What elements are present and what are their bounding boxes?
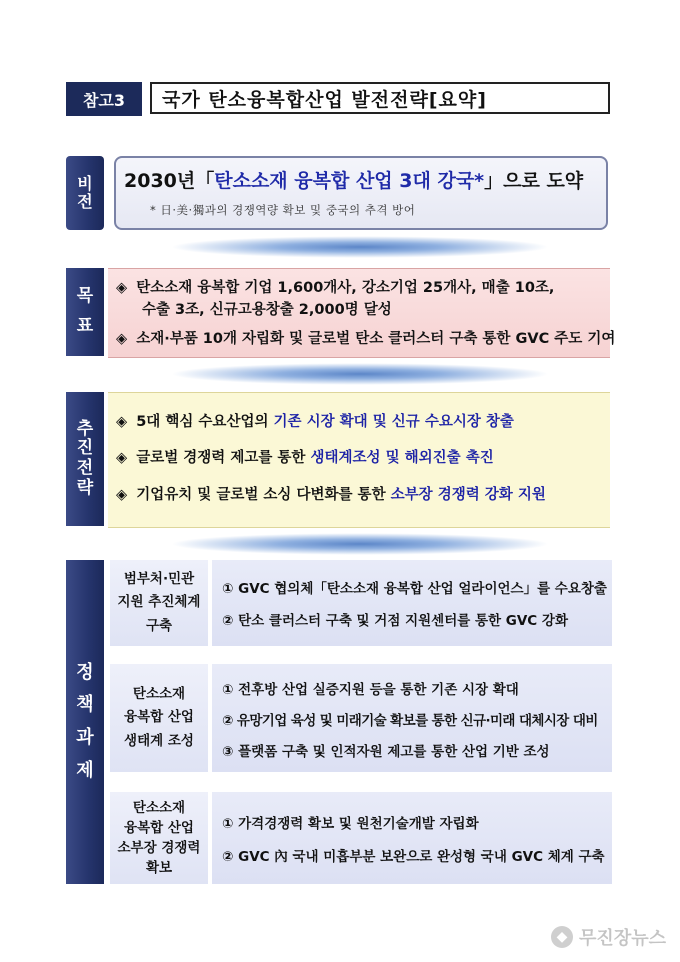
strategy-item	[116, 410, 514, 431]
task-category-line: 소부장 경쟁력	[117, 840, 201, 856]
strategies-label-char: 략	[76, 477, 94, 498]
tasks-label-char: 정	[76, 661, 94, 683]
strategy-text: 5대 핵심 수요산업의	[136, 414, 274, 430]
task-item: ② 유망기업 육성 및 미래기술 확보를 통한 신규·미래 대체시장 대비	[222, 713, 598, 729]
vision-label	[66, 156, 104, 230]
task-detail-box	[212, 792, 612, 884]
tasks-label-char: 제	[76, 759, 94, 781]
task-item: ① 가격경쟁력 확보 및 원천기술개발 자립화	[222, 816, 479, 832]
vision-label-char: 전	[77, 192, 93, 211]
vision-statement	[124, 166, 604, 193]
strategy-item	[116, 446, 494, 467]
goals-label-char: 목	[76, 286, 94, 307]
reference-tag: 참고3	[66, 82, 142, 116]
task-category-line: 탄소소재	[132, 799, 186, 816]
strategy-highlight: 기존 시장 확대 및 신규 수요시장 창출	[273, 414, 514, 430]
bullet-icon: ◈	[116, 331, 128, 347]
task-category-line: 범부처·민관	[123, 570, 195, 587]
strategies-label-char: 전	[76, 458, 94, 478]
goals-label-char: 표	[76, 316, 94, 336]
tasks-label-char: 책	[76, 694, 94, 716]
task-category-line: 구축	[145, 617, 173, 634]
vision-prefix: 2030년「	[124, 170, 215, 192]
goal-text: 소재·부품 10개 자립화 및 글로벌 탄소 클러스터 구축 통한 GVC 주도 기여	[136, 331, 616, 347]
goal-text: 탄소소재 융복합 기업 1,600개사, 강소기업 25개사, 매출 10조,	[136, 280, 555, 296]
task-item: ② 탄소 클러스터 구축 및 거점 지원센터를 통한 GVC 강화	[222, 613, 568, 629]
bullet-icon: ◈	[116, 450, 128, 466]
task-item: ③ 플랫폼 구축 및 인적자원 제고를 통한 산업 기반 조성	[222, 744, 550, 760]
strategy-highlight: 소부장 경쟁력 강화 지원	[390, 487, 546, 503]
bullet-icon: ◈	[116, 414, 128, 430]
task-category-line: 융복합 산업	[124, 819, 194, 836]
task-category	[110, 664, 208, 772]
tasks-label	[66, 560, 104, 884]
bullet-icon: ◈	[116, 487, 128, 503]
vision-footnote: * 日·美·獨과의 경쟁역량 확보 및 중국의 추격 방어	[150, 203, 416, 217]
task-item: ① 전후방 산업 실증지원 등을 통한 기존 시장 확대	[222, 682, 519, 698]
goals-label	[66, 268, 104, 356]
strategy-highlight: 생태계조성 및 해외진출 촉진	[310, 450, 494, 466]
strategy-item	[116, 483, 546, 504]
goal-item	[116, 276, 554, 297]
strategies-label-char: 진	[76, 438, 94, 459]
task-item: ① GVC 협의체「탄소소재 융복합 산업 얼라이언스」를 수요창출	[222, 581, 607, 597]
goal-item	[116, 327, 615, 348]
task-detail-box	[212, 560, 612, 646]
connector-arrow	[170, 236, 550, 258]
task-category-line: 확보	[145, 860, 173, 877]
strategies-label	[66, 392, 104, 526]
vision-suffix: 」으로 도약	[484, 170, 584, 192]
task-category-line: 탄소소재	[132, 685, 186, 702]
goal-text-continued: 수출 3조, 신규고용창출 2,000명 달성	[142, 302, 392, 318]
bullet-icon: ◈	[116, 280, 128, 296]
vision-emphasis: 탄소소재 융복합 산업 3대 강국*	[214, 170, 485, 192]
tasks-label-char: 과	[76, 727, 94, 748]
connector-arrow	[170, 533, 550, 555]
task-category	[110, 792, 208, 884]
watermark-logo-icon: ◆	[551, 926, 573, 948]
connector-arrow	[170, 363, 550, 385]
task-category	[110, 560, 208, 646]
strategy-text: 기업유치 및 글로벌 소싱 다변화를 통한	[136, 487, 391, 503]
watermark	[551, 924, 666, 950]
watermark-text: 무진장뉴스	[579, 928, 666, 949]
task-category-line: 생태계 조성	[124, 732, 194, 749]
document-title	[150, 82, 610, 114]
document-title-text: 국가 탄소융복합산업 발전전략[요약]	[162, 88, 487, 111]
task-category-line: 지원 추진체계	[117, 594, 201, 611]
strategies-label-char: 추	[76, 418, 94, 439]
task-item: ② GVC 內 국내 미흡부분 보완으로 완성형 국내 GVC 체계 구축	[222, 849, 605, 865]
task-category-line: 융복합 산업	[124, 709, 194, 726]
strategy-text: 글로벌 경쟁력 제고를 통한	[136, 450, 311, 466]
vision-label-char: 비	[77, 173, 93, 193]
